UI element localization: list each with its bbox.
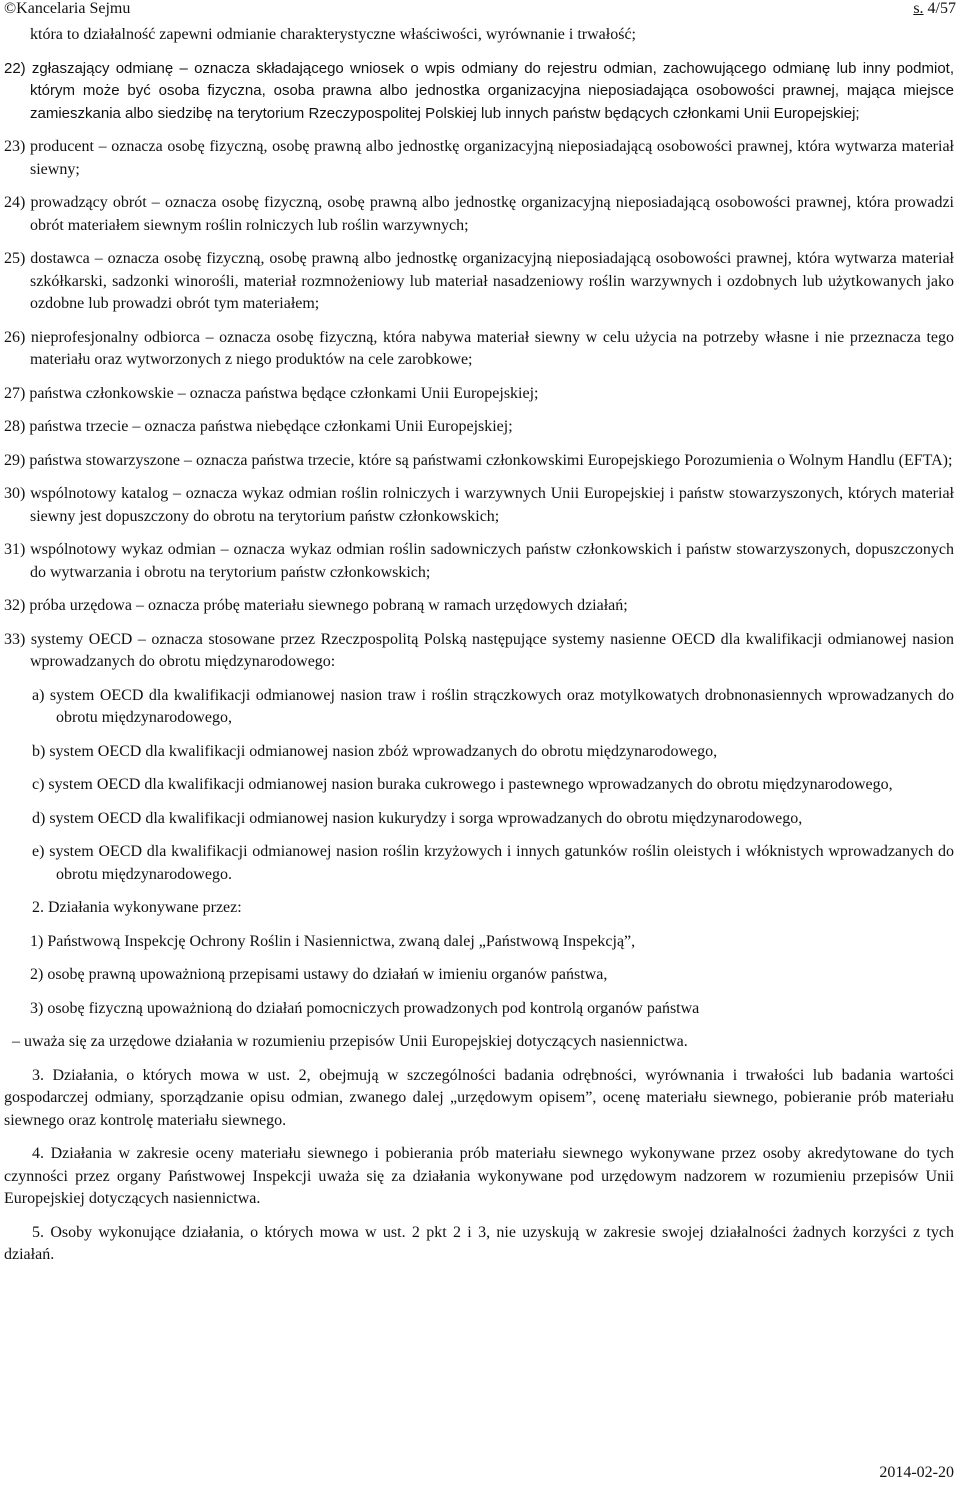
paragraph: 1) Państwową Inspekcję Ochrony Roślin i Nasiennictwa, zwaną dalej „Państwową Inspekcją”,	[30, 932, 636, 950]
paragraph: 3. Działania, o których mowa w ust. 2, obejmują w szczególności badania odrębności, wyrównania i trwałości lub badania wartości gospodarczej odmiany, sporządzanie opisu odmian, zwanego dalej „urzędowym opisem”, ocenę materiału siewnego, pobieranie prób materiału siewnego oraz kontrolę materiału siewnego.	[4, 1066, 954, 1129]
paragraph: c) system OECD dla kwalifikacji odmianowej nasion buraka cukrowego i pastewnego wprowadzanych do obrotu międzynarodowego,	[32, 776, 893, 793]
paragraph: d) system OECD dla kwalifikacji odmianowej nasion kukurydzy i sorga wprowadzanych do obrotu międzynarodowego,	[32, 809, 803, 827]
paragraph: 31) wspólnotowy wykaz odmian – oznacza wykaz odmian roślin sadowniczych państw członkowskich i państw stowarzyszonych, dopuszczonych do wytwarzania i obrotu na terytorium państw członkowskich;	[4, 541, 954, 581]
paragraph: 33) systemy OECD – oznacza stosowane przez Rzeczpospolitą Polską następujące systemy nasienne OECD dla kwalifikacji odmianowej nasion wprowadzanych do obrotu międzynarodowego:	[4, 630, 954, 670]
page-header	[4, 0, 956, 22]
paragraph: 22) zgłaszający odmianę – oznacza składającego wniosek o wpis odmiany do rejestru odmian, zachowującego odmianę lub inny podmiot, którym może być osoba fizyczna, osoba prawna albo jednostka organizacyjna nieposiadająca osobowości prawnej, mająca miejsce zamieszkania albo siedzibę na terytorium Rzeczypospolitej Polskiej lub innych państw będących członkami Unii Europejskiej;	[4, 59, 954, 122]
paragraph: 4. Działania w zakresie oceny materiału siewnego i pobierania prób materiału siewnego wykonywane przez osoby akredytowane do tych czynności przez organy Państwowej Inspekcji uważa się za działania wykonywane pod urzędowym nadzorem w rozumieniu przepisów Unii Europejskiej dotyczących nasiennictwa.	[4, 1145, 954, 1207]
page-number	[913, 0, 956, 18]
paragraph: 29) państwa stowarzyszone – oznacza państwa trzecie, które są państwami członkowskimi Europejskiego Porozumienia o Wolnym Handlu (EFTA);	[4, 451, 953, 469]
paragraph: 26) nieprofesjonalny odbiorca – oznacza osobę fizyczną, która nabywa materiał siewny w celu użycia na potrzeby własne i nie przeznacza tego materiału oraz wytworzonych z niego produktów na cele zarobkowe;	[4, 328, 954, 368]
page-count: 4/57	[927, 0, 956, 17]
paragraph: e) system OECD dla kwalifikacji odmianowej nasion roślin krzyżowych i innych gatunków roślin oleistych i włóknistych wprowadzanych do obrotu międzynarodowego.	[32, 843, 954, 883]
paragraph: 24) prowadzący obrót – oznacza osobę fizyczną, osobę prawną albo jednostkę organizacyjną nieposiadającą osobowości prawnej, która prowadzi obrót materiałem siewnym roślin rolniczych lub roślin warzywnych;	[4, 194, 954, 234]
paragraph: 2) osobę prawną upoważnioną przepisami ustawy do działań w imieniu organów państwa,	[30, 966, 608, 983]
paragraph: 30) wspólnotowy katalog – oznacza wykaz odmian roślin rolniczych i warzywnych Unii Europejskiej i państw stowarzyszonych, których materiał siewny jest dopuszczony do obrotu na terytorium państw członkowskich;	[4, 485, 954, 525]
document-date: 2014-02-20	[879, 1464, 954, 1481]
paragraph: b) system OECD dla kwalifikacji odmianowej nasion zbóż wprowadzanych do obrotu międzynarodowego,	[32, 742, 718, 760]
paragraph: 23) producent – oznacza osobę fizyczną, osobę prawną albo jednostkę organizacyjną nieposiadającą osobowości prawnej, która wytwarza materiał siewny;	[4, 138, 954, 178]
paragraph: a) system OECD dla kwalifikacji odmianowej nasion traw i roślin strączkowych oraz motylkowatych drobnonasiennych wprowadzanych do obrotu międzynarodowego,	[32, 686, 954, 726]
paragraph: 2. Działania wykonywane przez:	[32, 899, 242, 916]
paragraph: 25) dostawca – oznacza osobę fizyczną, osobę prawną albo jednostkę organizacyjną nieposiadającą osobowości prawnej, która wytwarza materiał szkółkarski, sadzonki winorośli, materiał rozmnożeniowy lub materiał nasadzeniowy roślin warzywnych i ozdobnych lub użytkowanych jako ozdobne lub prowadzi obrót tym materiałem;	[4, 250, 954, 312]
page-prefix: s.	[913, 0, 924, 17]
paragraph: 32) próba urzędowa – oznacza próbę materiału siewnego pobraną w ramach urzędowych działań;	[4, 597, 628, 614]
paragraph: – uważa się za urzędowe działania w rozumieniu przepisów Unii Europejskiej dotyczących nasiennictwa.	[12, 1033, 688, 1050]
document-body	[0, 24, 960, 1267]
paragraph: 3) osobę fizyczną upoważnioną do działań pomocniczych prowadzonych pod kontrolą organów państwa	[30, 999, 700, 1017]
paragraph: która to działalność zapewni odmianie charakterystyczne właściwości, wyrównanie i trwałość;	[30, 26, 636, 43]
publisher-label: ©Kancelaria Sejmu	[4, 0, 131, 17]
paragraph: 5. Osoby wykonujące działania, o których mowa w ust. 2 pkt 2 i 3, nie uzyskują w zakresie swojej działalności żadnych korzyści z tych działań.	[4, 1223, 954, 1263]
paragraph: 28) państwa trzecie – oznacza państwa niebędące członkami Unii Europejskiej;	[4, 418, 513, 435]
paragraph: 27) państwa członkowskie – oznacza państwa będące członkami Unii Europejskiej;	[4, 384, 539, 402]
